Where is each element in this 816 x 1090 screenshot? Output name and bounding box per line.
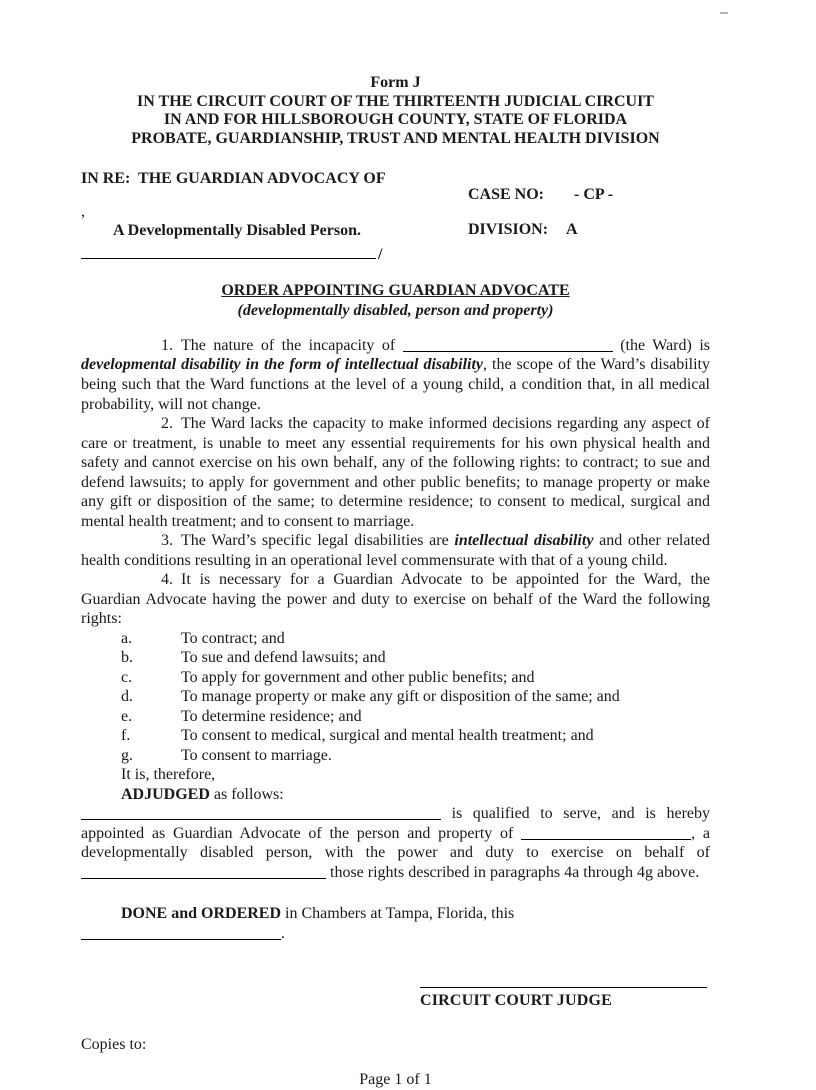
judge-title: CIRCUIT COURT JUDGE bbox=[420, 992, 613, 1010]
therefore-line: It is, therefore, bbox=[121, 766, 216, 784]
case-number-row bbox=[468, 185, 613, 205]
list-item-f bbox=[81, 726, 710, 746]
blank-ward-name-1[interactable] bbox=[403, 338, 613, 352]
in-re-line: IN RE: THE GUARDIAN ADVOCACY OF bbox=[81, 170, 386, 188]
done-ordered-period: . bbox=[281, 924, 285, 942]
division-label: DIVISION: bbox=[468, 220, 549, 238]
paragraph-1 bbox=[81, 336, 710, 414]
paragraph-2-text: The Ward lacks the capacity to make informed decisions regarding any aspect of care or treatment, is unable to meet any essential requirements for his own physical health and safety and cannot exercise on his own behalf, any of the following rights: to contract; to sue and defend lawsuits; to apply for government and other public benefits; to manage property or make any gift or disposition of the same; to determine residence; to consent to medical, surgical and mental health treatment; and to consent to marriage. bbox=[81, 415, 710, 530]
list-item-b bbox=[81, 648, 710, 668]
list-text-f: To consent to medical, surgical and mental health treatment; and bbox=[181, 727, 594, 745]
adjudged-rest: as follows: bbox=[209, 785, 284, 803]
list-letter-e: e. bbox=[121, 707, 133, 725]
paragraph-1-text-rest: , the scope of the Ward’s disability being such that the Ward functions at the level of a young child, a condition that, in all medical probability, will not change. bbox=[81, 356, 710, 413]
order-title-block bbox=[81, 281, 710, 321]
list-item-c bbox=[81, 668, 710, 688]
list-text-d: To manage property or make any gift or disposition of the same; and bbox=[181, 688, 620, 706]
paragraph-3-text-rest: and other related health conditions resulting in an operational level commensurate with that of a young child. bbox=[81, 532, 711, 569]
list-letter-f: f. bbox=[121, 727, 131, 745]
signature-block bbox=[420, 987, 707, 1011]
done-ordered-rest: in Chambers at Tampa, Florida, this bbox=[281, 905, 515, 923]
copies-to-line: Copies to: bbox=[81, 1035, 147, 1053]
order-subtitle: (developmentally disabled, person and property) bbox=[237, 302, 554, 320]
case-caption bbox=[81, 169, 710, 265]
decree-text-1: is qualified to serve, and is hereby appointed as Guardian Advocate of the person and property of bbox=[81, 805, 710, 842]
list-letter-d: d. bbox=[121, 688, 133, 706]
list-item-d bbox=[81, 687, 710, 707]
petitioner-comma: , bbox=[81, 202, 85, 220]
caption-underline[interactable] bbox=[81, 243, 376, 259]
caption-name-line-row bbox=[81, 243, 710, 265]
caption-right-column bbox=[468, 185, 613, 239]
decree-paragraph bbox=[81, 804, 710, 882]
paragraph-4 bbox=[81, 570, 710, 629]
scan-artifact bbox=[720, 12, 728, 14]
order-title: ORDER APPOINTING GUARDIAN ADVOCATE bbox=[221, 281, 570, 299]
blank-guardian-advocate-name[interactable] bbox=[81, 806, 441, 820]
person-line: A Developmentally Disabled Person. bbox=[113, 222, 361, 240]
list-letter-b: b. bbox=[121, 649, 133, 667]
paragraph-2-number: 2. bbox=[161, 415, 173, 433]
list-item-g bbox=[81, 746, 710, 766]
court-line-1: IN THE CIRCUIT COURT OF THE THIRTEENTH JUDICIAL CIRCUIT bbox=[137, 92, 654, 110]
list-text-g: To consent to marriage. bbox=[181, 746, 332, 764]
paragraph-1-text-mid: (the Ward) is bbox=[612, 336, 710, 354]
blank-date[interactable] bbox=[81, 926, 281, 940]
adjudged-line bbox=[121, 785, 710, 805]
division-value: A bbox=[566, 220, 578, 238]
list-text-b: To sue and defend lawsuits; and bbox=[181, 649, 386, 667]
paragraph-3-number: 3. bbox=[161, 532, 173, 550]
blank-ward-name-3[interactable] bbox=[81, 865, 326, 879]
division-row bbox=[468, 220, 613, 240]
caption-slash: / bbox=[378, 245, 383, 263]
paragraph-3-emphasis: intellectual disability bbox=[454, 532, 594, 550]
paragraph-3-text-pre: The Ward’s specific legal disabilities are bbox=[181, 532, 455, 550]
page-number: Page 1 of 1 bbox=[359, 1071, 432, 1089]
list-item-e bbox=[81, 707, 710, 727]
court-line-2: IN AND FOR HILLSBOROUGH COUNTY, STATE OF FLORIDA bbox=[163, 111, 628, 129]
paragraph-4-text: It is necessary for a Guardian Advocate to be appointed for the Ward, the Guardian Advocate having the power and duty to exercise on behalf of the Ward the following rights: bbox=[81, 571, 710, 628]
caption-left-column bbox=[81, 169, 710, 265]
adjudged-word: ADJUDGED bbox=[121, 785, 210, 803]
list-text-c: To apply for government and other public benefits; and bbox=[181, 668, 535, 686]
decree-text-2: , a developmentally disabled person, with the power and duty to exercise on behalf of bbox=[81, 824, 710, 862]
paragraph-3 bbox=[81, 531, 710, 570]
list-text-e: To determine residence; and bbox=[181, 707, 362, 725]
paragraph-1-number: 1. bbox=[161, 336, 173, 354]
judge-signature-line[interactable] bbox=[420, 987, 707, 988]
document-header bbox=[81, 74, 710, 147]
list-text-a: To contract; and bbox=[181, 629, 285, 647]
list-letter-g: g. bbox=[121, 746, 133, 764]
list-item-a bbox=[81, 629, 710, 649]
paragraph-1-emphasis: developmental disability in the form of intellectual disability bbox=[81, 356, 484, 374]
decree-text-3: those rights described in paragraphs 4a through 4g above. bbox=[326, 863, 700, 881]
paragraph-4-number: 4. bbox=[161, 571, 173, 589]
paragraph-1-text-pre: The nature of the incapacity of bbox=[181, 336, 403, 354]
list-letter-c: c. bbox=[121, 668, 133, 686]
order-body bbox=[81, 336, 710, 943]
list-letter-a: a. bbox=[121, 629, 133, 647]
done-ordered-bold: DONE and ORDERED bbox=[121, 905, 282, 923]
paragraph-2 bbox=[81, 414, 710, 531]
court-line-3: PROBATE, GUARDIANSHIP, TRUST AND MENTAL HEALTH DIVISION bbox=[131, 129, 660, 147]
form-label: Form J bbox=[370, 74, 421, 91]
done-ordered-line bbox=[81, 904, 710, 943]
case-no-label: CASE NO: bbox=[468, 186, 545, 204]
blank-ward-name-2[interactable] bbox=[521, 826, 691, 840]
case-no-value: - CP - bbox=[574, 186, 614, 204]
